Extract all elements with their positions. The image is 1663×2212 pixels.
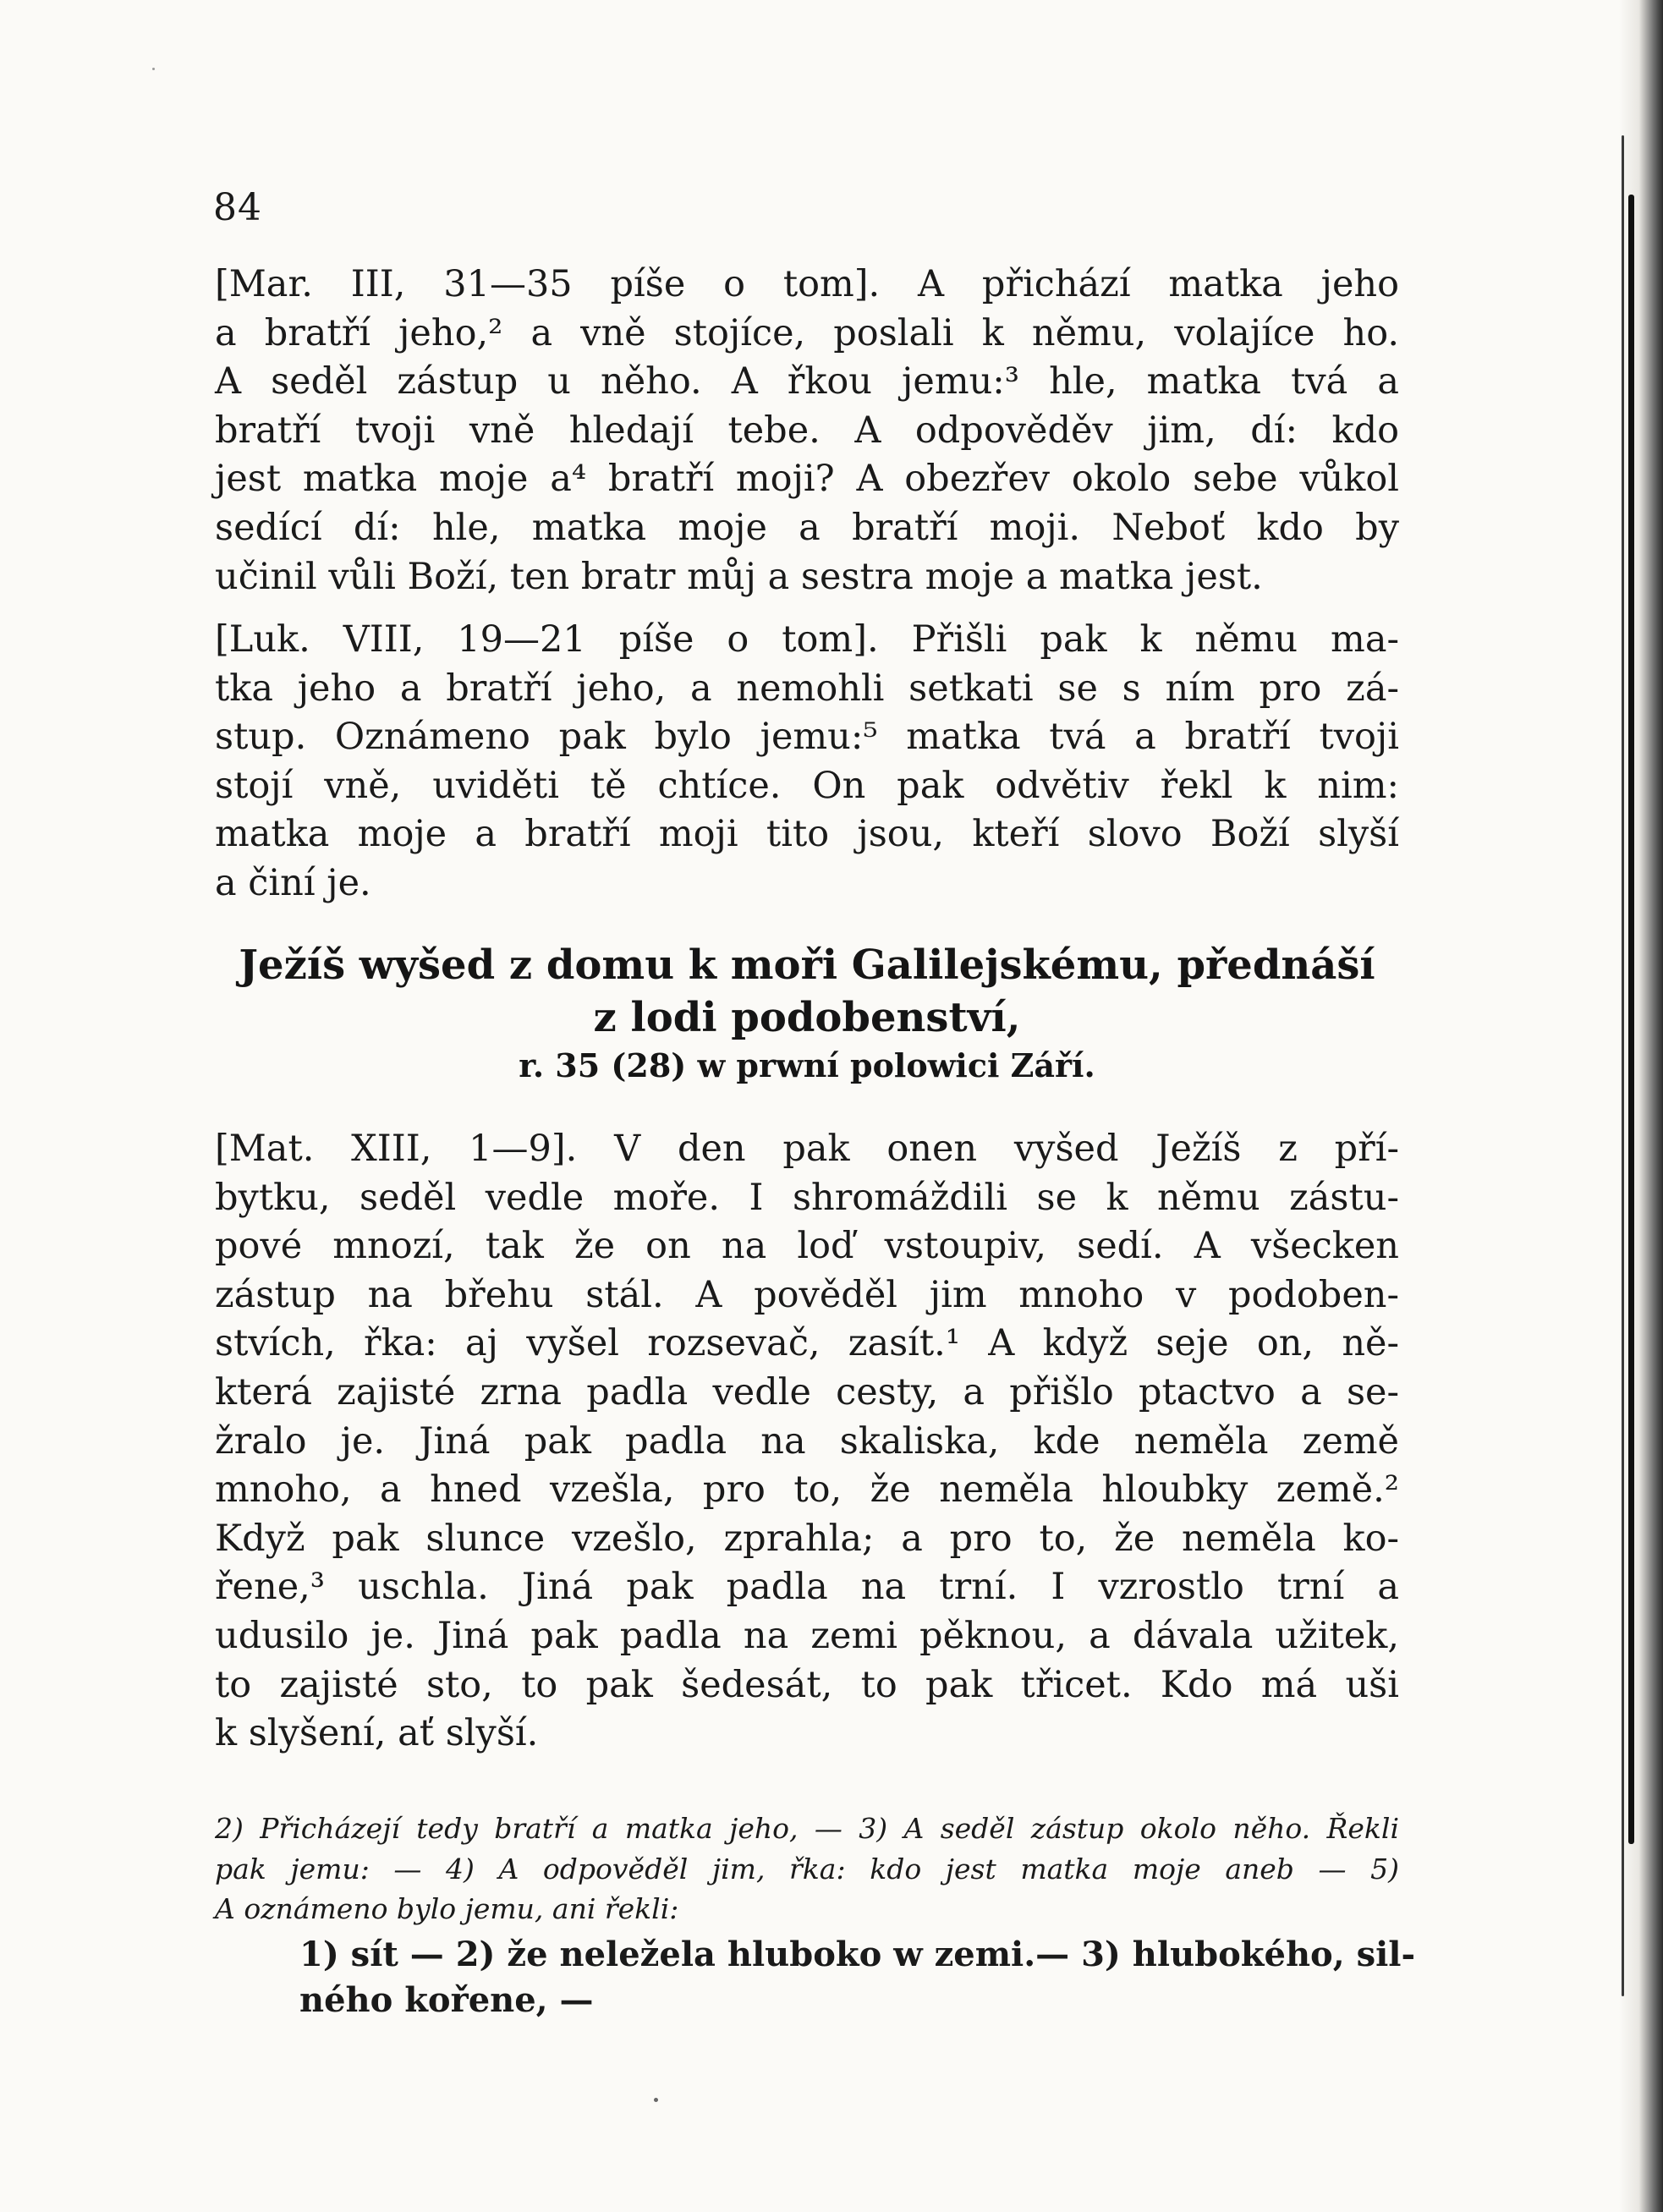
binding-edge-thin-line [1622, 135, 1624, 1996]
text-line: stojí vně, uviděti tě chtíce. On pak odvětiv řekl k nim: [215, 764, 1399, 807]
text-line: to zajisté sto, to pak šedesát, to pak třicet. Kdo má uši [215, 1663, 1399, 1706]
page-number: 84 [213, 186, 262, 229]
text-line: řene,³ uschla. Jiná pak padla na trní. I vzrostlo trní a [215, 1566, 1399, 1609]
text-line: Když pak slunce vzešlo, zprahla; a pro to, že neměla ko- [215, 1517, 1399, 1560]
text-line: a bratří jeho,² a vně stojíce, poslali k němu, volajíce ho. [215, 311, 1399, 354]
footnote-line: ného kořene, — [299, 1980, 594, 2020]
section-heading [215, 939, 1399, 1088]
paragraph-luke [215, 616, 1399, 908]
footnote-line: pak jemu: — 4) A odpověděl jim, řka: kdo jest matka moje aneb — 5) [215, 1852, 1399, 1885]
footnotes-original [299, 1932, 1416, 2023]
binding-edge-line [1628, 195, 1634, 1844]
text-line: pové mnozí, tak že on na loď vstoupiv, sedí. A všecken [215, 1225, 1399, 1268]
text-line: a činí je. [215, 861, 371, 904]
text-line: která zajisté zrna padla vedle cesty, a přišlo ptactvo a se- [215, 1370, 1399, 1413]
text-line: [Luk. VIII, 19—21 píše o tom]. Přišli pak k němu ma- [215, 618, 1399, 661]
text-line: stvích, řka: aj vyšel rozsevač, zasít.¹ A když seje on, ně- [215, 1322, 1399, 1365]
footnote-line: 1) sít — 2) že neležela hluboko w zemi.— 3) hlubokého, sil- [299, 1935, 1416, 1974]
text-line: sedící dí: hle, matka moje a bratří moji. Neboť kdo by [215, 506, 1399, 549]
text-line: [Mat. XIII, 1—9]. V den pak onen vyšed Ježíš z pří- [215, 1128, 1399, 1170]
footnote-line: 2) Přicházejí tedy bratří a matka jeho, — 3) A seděl zástup okolo něho. Řekli [215, 1812, 1399, 1845]
text-line: bytku, seděl vedle moře. I shromáždili se k němu zástu- [215, 1176, 1399, 1219]
print-speck [152, 68, 155, 70]
heading-line-2: z lodi podobenství, [593, 994, 1021, 1041]
paragraph-matthew [215, 1125, 1399, 1759]
text-line: k slyšení, ať slyší. [215, 1712, 539, 1755]
heading-line-1: Ježíš wyšed z domu k moři Galilejskému, přednáší [239, 941, 1375, 989]
text-line: stup. Oznámeno pak bylo jemu:⁵ matka tvá a bratří tvoji [215, 716, 1399, 759]
paragraph-mark [215, 261, 1399, 601]
text-line: matka moje a bratří moji tito jsou, kteří slovo Boží slyší [215, 813, 1399, 856]
text-line: žralo je. Jiná pak padla na skaliska, kde neměla země [215, 1419, 1399, 1463]
footnote-line: A oznámeno bylo jemu, ani řekli: [215, 1892, 679, 1925]
text-line: mnoho, a hned vzešla, pro to, že neměla hloubky země.² [215, 1468, 1399, 1512]
text-line: jest matka moje a⁴ bratří moji? A obezřev okolo sebe vůkol [215, 458, 1399, 501]
heading-date-line: r. 35 (28) w prwní polowici Září. [519, 1046, 1095, 1084]
text-line: učinil vůli Boží, ten bratr můj a sestra moje a matka jest. [215, 555, 1263, 598]
footnote-separator [215, 1792, 1399, 1793]
binding-edge-shadow [1619, 0, 1663, 2212]
text-line: tka jeho a bratří jeho, a nemohli setkati se s ním pro zá- [215, 667, 1399, 710]
text-line: A seděl zástup u něho. A řkou jemu:³ hle, matka tvá a [215, 360, 1399, 403]
text-line: udusilo je. Jiná pak padla na zemi pěknou, a dávala užitek, [215, 1614, 1399, 1657]
print-speck [654, 2098, 658, 2102]
text-line: [Mar. III, 31—35 píše o tom]. A přichází matka jeho [215, 263, 1399, 305]
footnotes-modern [215, 1809, 1399, 1929]
text-line: zástup na břehu stál. A pověděl jim mnoho v podoben- [215, 1273, 1399, 1316]
text-line: bratří tvoji vně hledají tebe. A odpověděv jim, dí: kdo [215, 409, 1399, 452]
